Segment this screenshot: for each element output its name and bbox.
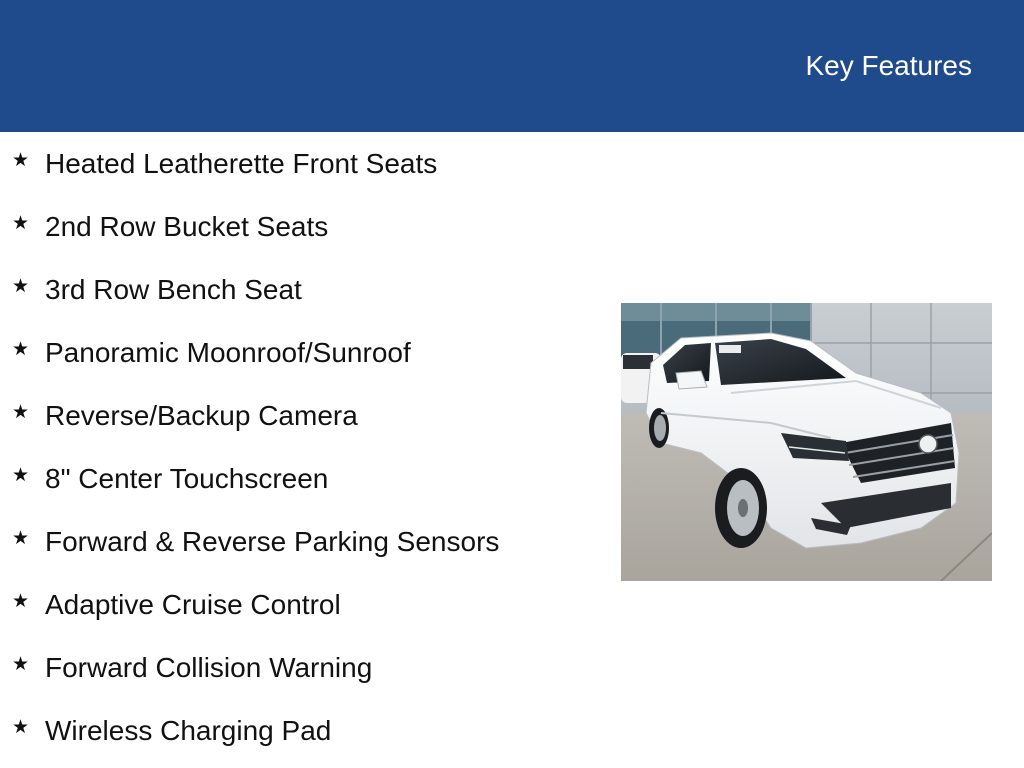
star-icon: ★ [12, 717, 30, 738]
list-item [0, 132, 600, 195]
star-icon: ★ [12, 276, 30, 297]
feature-label: Forward & Reverse Parking Sensors [45, 526, 500, 557]
list-item [0, 573, 600, 636]
page-title: Key Features [805, 50, 972, 81]
list-item [0, 258, 600, 321]
list-item [0, 384, 600, 447]
star-icon: ★ [12, 654, 30, 675]
list-item [0, 510, 600, 573]
feature-label: Reverse/Backup Camera [45, 400, 358, 431]
feature-list [0, 132, 600, 762]
feature-label: Adaptive Cruise Control [45, 589, 341, 620]
star-icon: ★ [12, 591, 30, 612]
list-item [0, 321, 600, 384]
feature-label: 2nd Row Bucket Seats [45, 211, 329, 242]
vehicle-photo [621, 303, 992, 581]
list-item [0, 699, 600, 762]
list-item [0, 195, 600, 258]
feature-label: 8" Center Touchscreen [45, 463, 329, 494]
star-icon: ★ [12, 402, 30, 423]
header-banner [0, 0, 1024, 132]
feature-label: Wireless Charging Pad [45, 715, 332, 746]
feature-label: Panoramic Moonroof/Sunroof [45, 337, 411, 368]
feature-label: 3rd Row Bench Seat [45, 274, 302, 305]
list-item [0, 447, 600, 510]
star-icon: ★ [12, 339, 30, 360]
list-item [0, 636, 600, 699]
star-icon: ★ [12, 213, 30, 234]
star-icon: ★ [12, 528, 30, 549]
feature-label: Heated Leatherette Front Seats [45, 148, 438, 179]
star-icon: ★ [12, 465, 30, 486]
feature-label: Forward Collision Warning [45, 652, 373, 683]
star-icon: ★ [12, 150, 30, 171]
